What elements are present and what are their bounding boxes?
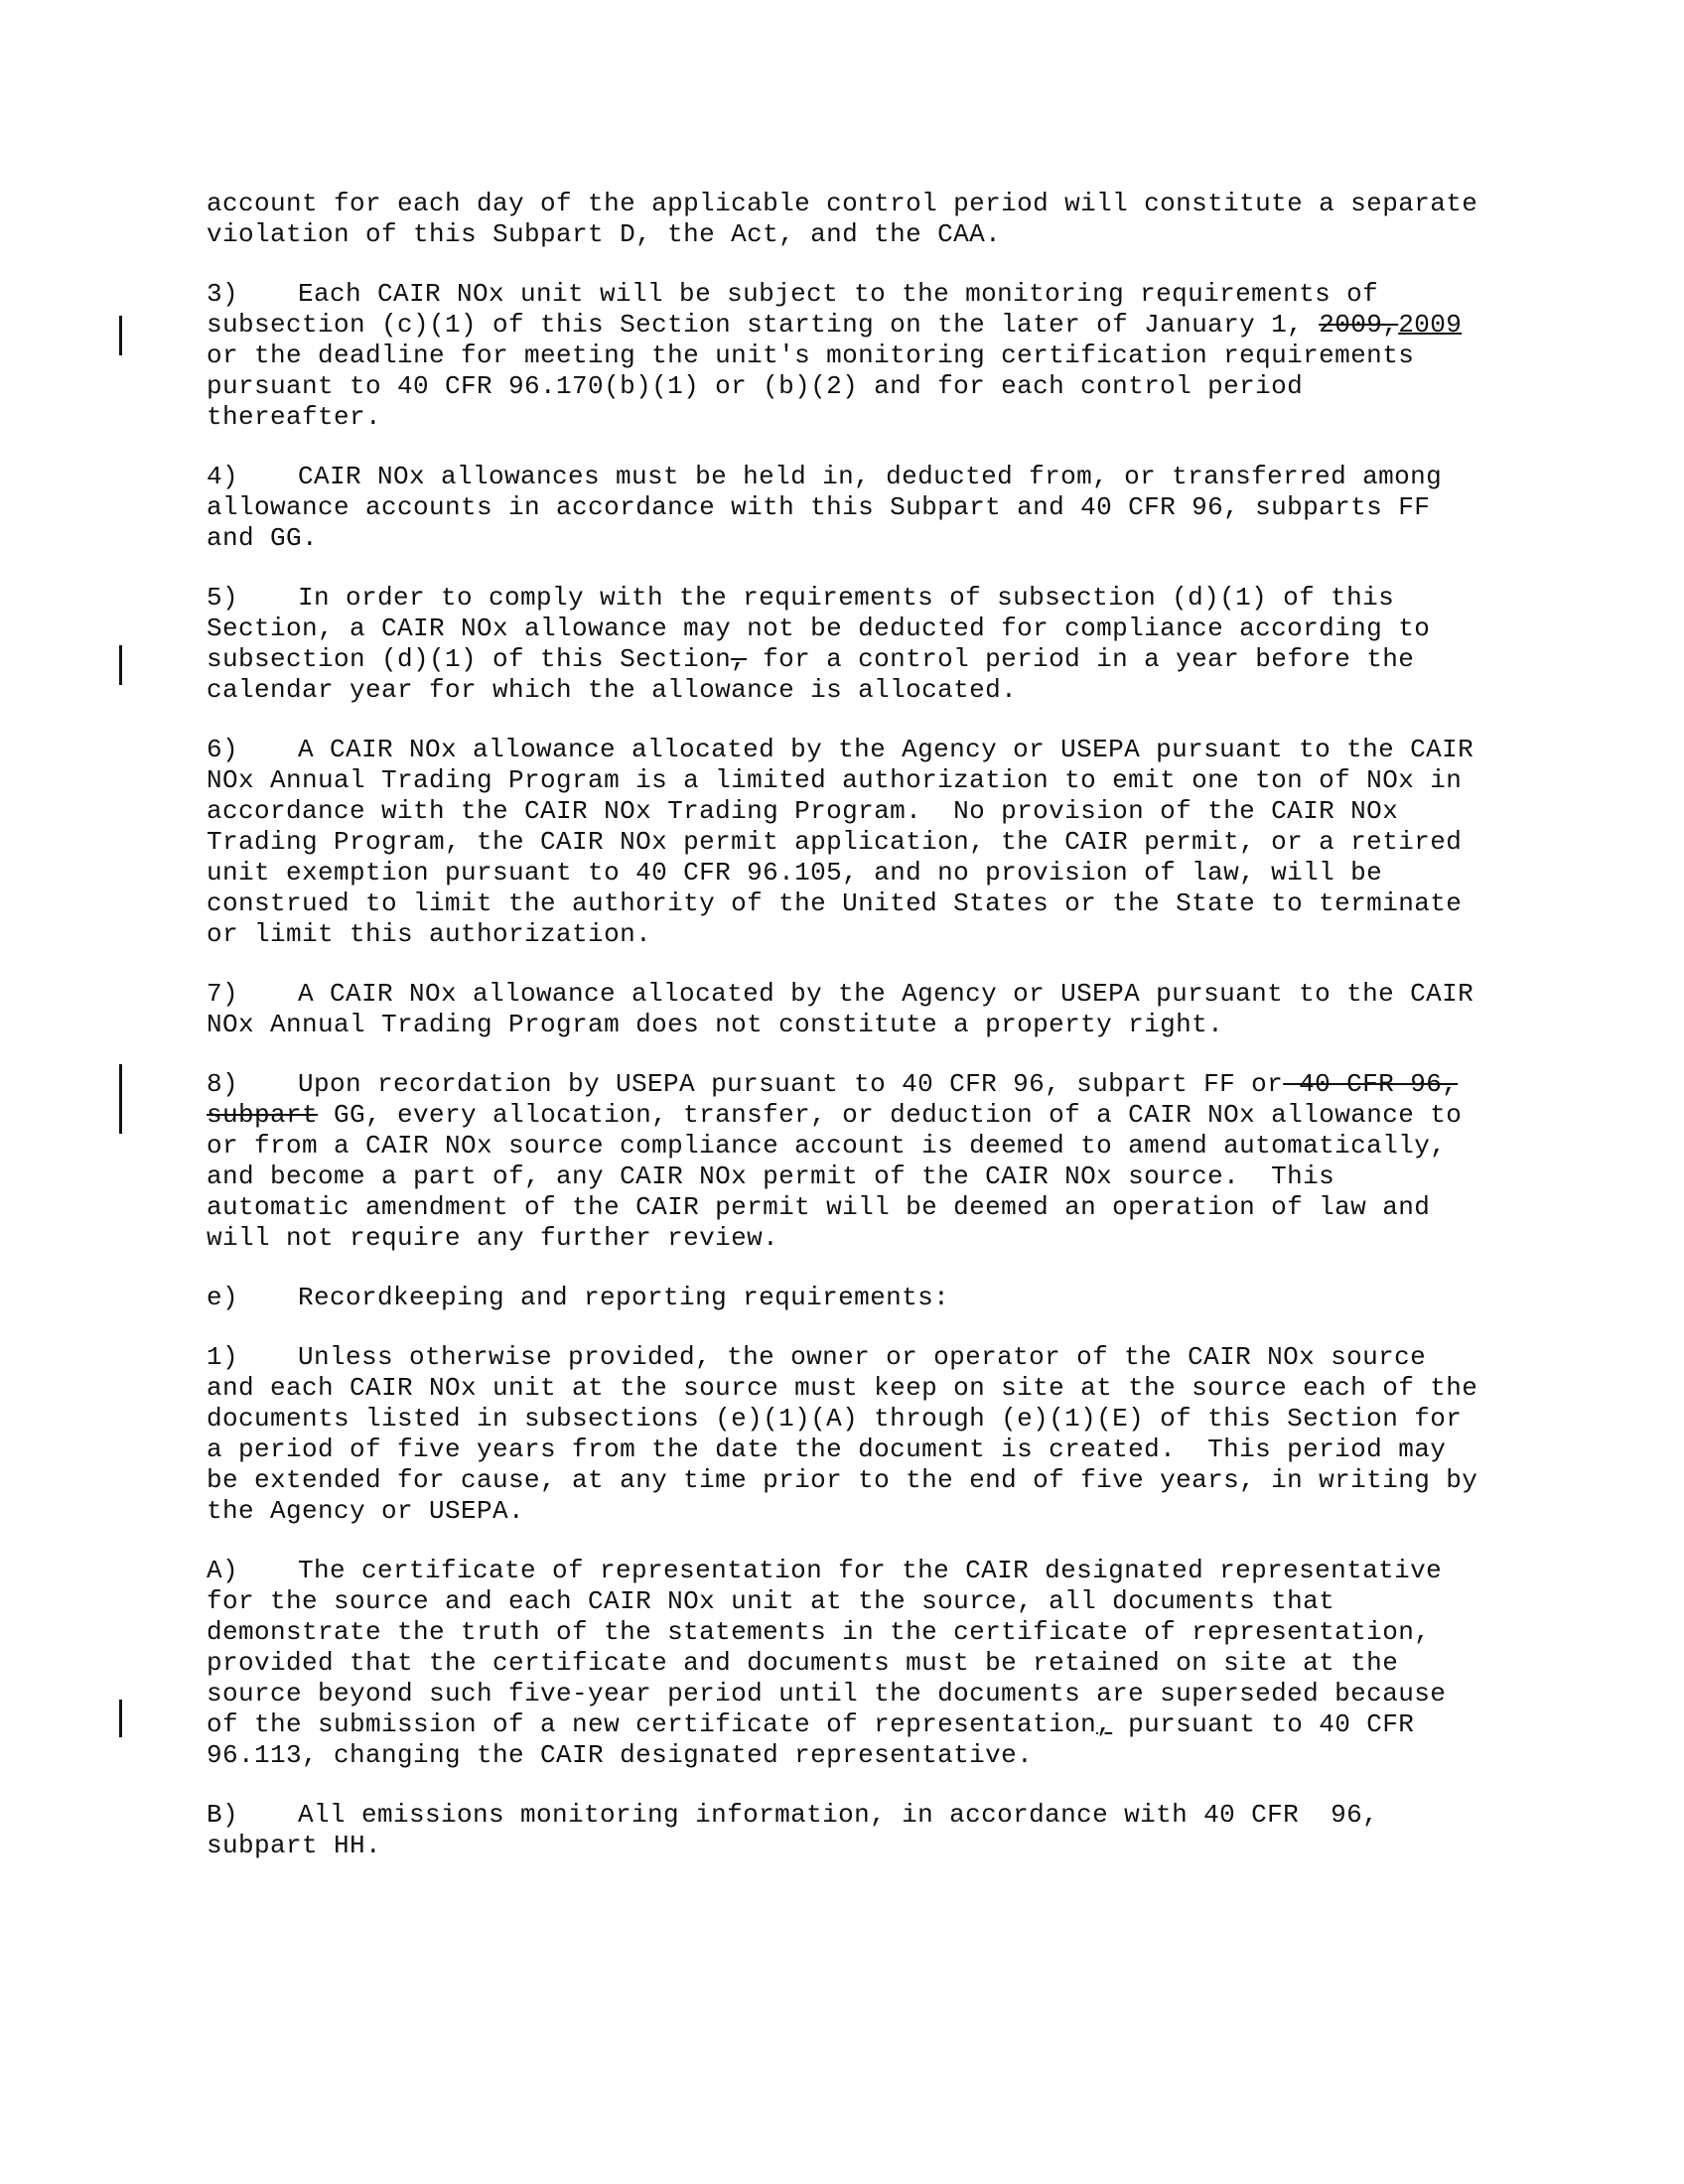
text-line: violation of this Subpart D, the Act, and the CAA. <box>207 219 1002 249</box>
text-line: automatic amendment of the CAIR permit will be deemed an operation of law and <box>207 1192 1431 1222</box>
text-line: subsection (d)(1) of this Section <box>207 644 732 674</box>
text-line: A CAIR NOx allowance allocated by the Agency or USEPA pursuant to the CAIR <box>298 735 1474 764</box>
text-line: subsection (c)(1) of this Section starting on the later of January 1, <box>207 310 1320 340</box>
text-line: provided that the certificate and documents must be retained on site at the <box>207 1648 1399 1678</box>
text-line: Trading Program, the CAIR NOx permit application, the CAIR permit, or a retired <box>207 827 1463 857</box>
text-line: and become a part of, any CAIR NOx permit of the CAIR NOx source. This <box>207 1161 1335 1191</box>
paragraph-B <box>207 1800 1537 1861</box>
text-line: NOx Annual Trading Program is a limited authorization to emit one ton of NOx in <box>207 765 1463 795</box>
paragraph-number: 1) <box>207 1342 239 1372</box>
text-line: or the deadline for meeting the unit's monitoring certification requirements <box>207 341 1415 370</box>
text-line: NOx Annual Trading Program does not constitute a property right. <box>207 1010 1224 1039</box>
struck-text: , <box>731 644 748 674</box>
text-line: The certificate of representation for the CAIR designated representative <box>298 1556 1443 1585</box>
text-line: Upon recordation by USEPA pursuant to 40 CFR 96, subpart FF or <box>298 1069 1284 1099</box>
text-line: pursuant to 40 CFR 96.170(b)(1) or (b)(2) and for each control period <box>207 371 1304 401</box>
text-line: All emissions monitoring information, in accordance with 40 CFR 96, <box>298 1800 1379 1830</box>
paragraph-number: e) <box>207 1283 239 1312</box>
paragraph-6 <box>207 735 1537 950</box>
text-line: accordance with the CAIR NOx Trading Program. No provision of the CAIR NOx <box>207 796 1399 826</box>
text-line: calendar year for which the allowance is allocated. <box>207 675 1018 705</box>
paragraph-number: A) <box>207 1556 239 1585</box>
text-line: Section, a CAIR NOx allowance may not be deducted for compliance according to <box>207 614 1431 643</box>
text-line: and each CAIR NOx unit at the source must keep on site at the source each of the <box>207 1373 1478 1403</box>
struck-text: subpart <box>207 1100 319 1130</box>
struck-text: 2009, <box>1319 310 1399 340</box>
text-line: subpart HH. <box>207 1831 382 1860</box>
text-line: demonstrate the truth of the statements in the certificate of representation, <box>207 1617 1431 1647</box>
paragraph-number: B) <box>207 1800 239 1830</box>
text-line: documents listed in subsections (e)(1)(A) through (e)(1)(E) of this Section for <box>207 1404 1463 1433</box>
change-bar-p5 <box>119 645 122 685</box>
text-line: of the submission of a new certificate of representation <box>207 1709 1097 1739</box>
text-line: for a control period in a year before the <box>747 644 1415 674</box>
document-body <box>207 189 1537 1890</box>
paragraph-4 <box>207 462 1537 554</box>
section-heading: Recordkeeping and reporting requirements: <box>298 1283 950 1312</box>
paragraph-number: 8) <box>207 1069 239 1099</box>
paragraph-intro <box>207 189 1537 250</box>
paragraph-3 <box>207 279 1537 433</box>
text-line: a period of five years from the date the document is created. This period may <box>207 1434 1447 1464</box>
text-line: thereafter. <box>207 402 382 432</box>
inserted-text: , <box>1096 1709 1113 1739</box>
paragraph-5 <box>207 583 1537 706</box>
text-line: the Agency or USEPA. <box>207 1496 525 1526</box>
inserted-text: 2009 <box>1398 310 1463 340</box>
change-bar-p8 <box>119 1064 122 1134</box>
text-line: construed to limit the authority of the United States or the State to terminate <box>207 888 1463 918</box>
text-line: Unless otherwise provided, the owner or operator of the CAIR NOx source <box>298 1342 1427 1372</box>
text-line: will not require any further review. <box>207 1223 779 1253</box>
text-line: CAIR NOx allowances must be held in, deducted from, or transferred among <box>298 462 1443 491</box>
struck-text: 40 CFR 96, <box>1283 1069 1459 1099</box>
paragraph-7 <box>207 979 1537 1040</box>
paragraph-A <box>207 1556 1537 1771</box>
paragraph-number: 5) <box>207 583 239 613</box>
paragraph-8 <box>207 1069 1537 1254</box>
text-line: or from a CAIR NOx source compliance account is deemed to amend automatically, <box>207 1131 1447 1160</box>
paragraph-number: 6) <box>207 735 239 764</box>
text-line: pursuant to 40 CFR <box>1112 1709 1415 1739</box>
change-bar-p3 <box>119 316 122 355</box>
text-line: source beyond such five-year period until the documents are superseded because <box>207 1679 1447 1708</box>
text-line: A CAIR NOx allowance allocated by the Agency or USEPA pursuant to the CAIR <box>298 979 1474 1009</box>
text-line: for the source and each CAIR NOx unit at the source, all documents that <box>207 1586 1335 1616</box>
paragraph-number: 3) <box>207 279 239 309</box>
text-line: be extended for cause, at any time prior to the end of five years, in writing by <box>207 1465 1478 1495</box>
text-line: unit exemption pursuant to 40 CFR 96.105, and no provision of law, will be <box>207 858 1383 887</box>
text-line: In order to comply with the requirements of subsection (d)(1) of this <box>298 583 1395 613</box>
paragraph-number: 4) <box>207 462 239 491</box>
text-line: Each CAIR NOx unit will be subject to the monitoring requirements of <box>298 279 1379 309</box>
text-line: or limit this authorization. <box>207 919 652 949</box>
text-line: account for each day of the applicable control period will constitute a separate <box>207 189 1478 218</box>
paragraph-number: 7) <box>207 979 239 1009</box>
change-bar-pA <box>119 1700 122 1737</box>
paragraph-e <box>207 1283 1537 1313</box>
text-line: allowance accounts in accordance with this Subpart and 40 CFR 96, subparts FF <box>207 492 1431 522</box>
text-line: and GG. <box>207 523 319 553</box>
text-line: GG, every allocation, transfer, or deduction of a CAIR NOx allowance to <box>318 1100 1463 1130</box>
text-line: 96.113, changing the CAIR designated representative. <box>207 1740 1034 1770</box>
paragraph-e1 <box>207 1342 1537 1527</box>
